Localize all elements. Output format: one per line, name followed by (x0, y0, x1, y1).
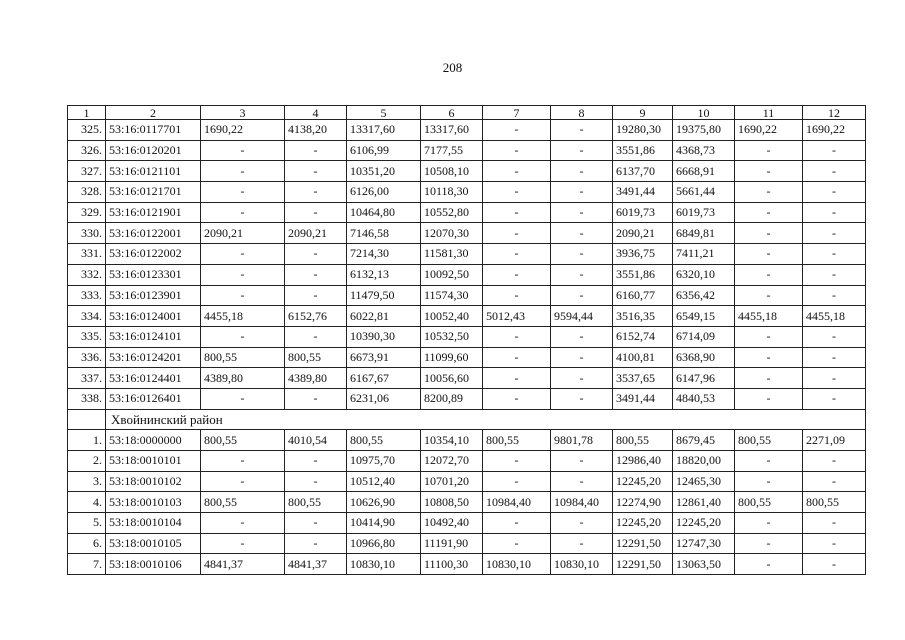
value-cell: - (551, 182, 613, 203)
value-cell: 3551,86 (613, 140, 673, 161)
cadastral-code: 53:18:0010103 (106, 492, 201, 513)
value-cell: - (551, 161, 613, 182)
value-cell: - (483, 326, 551, 347)
column-header: 6 (421, 106, 483, 120)
value-cell: - (735, 554, 803, 575)
value-cell: 6132,13 (347, 264, 421, 285)
value-cell: 3491,44 (613, 388, 673, 409)
value-cell: 3537,65 (613, 368, 673, 389)
value-cell: - (483, 161, 551, 182)
column-header: 10 (673, 106, 735, 120)
row-number: 332. (68, 264, 106, 285)
value-cell: 4389,80 (285, 368, 347, 389)
table-row (68, 513, 866, 534)
value-cell: 7411,21 (673, 244, 735, 265)
value-cell: - (551, 326, 613, 347)
value-cell: - (735, 244, 803, 265)
value-cell: 4841,37 (285, 554, 347, 575)
value-cell: 10984,40 (483, 492, 551, 513)
value-cell: 12465,30 (673, 471, 735, 492)
value-cell: 10414,90 (347, 513, 421, 534)
value-cell: 800,55 (201, 492, 285, 513)
value-cell: - (201, 264, 285, 285)
value-cell: 12245,20 (613, 471, 673, 492)
row-number: 6. (68, 533, 106, 554)
cadastral-code: 53:18:0000000 (106, 430, 201, 451)
row-number: 337. (68, 368, 106, 389)
row-number: 330. (68, 223, 106, 244)
value-cell: 800,55 (285, 347, 347, 368)
value-cell: - (803, 471, 866, 492)
value-cell: 10464,80 (347, 202, 421, 223)
value-cell: - (483, 533, 551, 554)
value-cell: - (803, 161, 866, 182)
value-cell: - (201, 471, 285, 492)
value-cell: - (551, 471, 613, 492)
table-row (68, 554, 866, 575)
value-cell: 800,55 (613, 430, 673, 451)
value-cell: 3551,86 (613, 264, 673, 285)
value-cell: - (201, 244, 285, 265)
value-cell: 19280,30 (613, 120, 673, 141)
header-row (68, 106, 866, 120)
value-cell: 800,55 (347, 430, 421, 451)
value-cell: - (201, 451, 285, 472)
row-number: 333. (68, 285, 106, 306)
cadastral-code: 53:16:0121701 (106, 182, 201, 203)
value-cell: - (483, 347, 551, 368)
row-number: 338. (68, 388, 106, 409)
value-cell: - (735, 388, 803, 409)
value-cell: - (285, 513, 347, 534)
value-cell: - (285, 161, 347, 182)
value-cell: - (803, 533, 866, 554)
row-number: 4. (68, 492, 106, 513)
value-cell: 6368,90 (673, 347, 735, 368)
cadastral-table (67, 105, 866, 575)
value-cell: 10626,90 (347, 492, 421, 513)
value-cell: 4455,18 (803, 306, 866, 327)
section-row (68, 409, 866, 430)
value-cell: - (803, 140, 866, 161)
value-cell: 12070,30 (421, 223, 483, 244)
value-cell: - (483, 140, 551, 161)
table-row (68, 223, 866, 244)
value-cell: 10056,60 (421, 368, 483, 389)
value-cell: 11100,30 (421, 554, 483, 575)
value-cell: 10830,10 (347, 554, 421, 575)
value-cell: 6673,91 (347, 347, 421, 368)
value-cell: - (551, 451, 613, 472)
page-number: 208 (442, 60, 463, 75)
value-cell: - (201, 182, 285, 203)
section-title: Хвойнинский район (106, 409, 866, 430)
value-cell: - (551, 244, 613, 265)
table-row (68, 285, 866, 306)
value-cell: 9594,44 (551, 306, 613, 327)
value-cell: 12072,70 (421, 451, 483, 472)
value-cell: 2271,09 (803, 430, 866, 451)
value-cell: - (285, 388, 347, 409)
value-cell: 3516,35 (613, 306, 673, 327)
value-cell: 10532,50 (421, 326, 483, 347)
table-body (68, 106, 866, 575)
row-number: 327. (68, 161, 106, 182)
value-cell: 4100,81 (613, 347, 673, 368)
value-cell: 1690,22 (201, 120, 285, 141)
value-cell: 11574,30 (421, 285, 483, 306)
value-cell: 4455,18 (201, 306, 285, 327)
value-cell: 6152,76 (285, 306, 347, 327)
cadastral-code: 53:18:0010101 (106, 451, 201, 472)
column-header: 8 (551, 106, 613, 120)
value-cell: 800,55 (735, 492, 803, 513)
value-cell: 12245,20 (613, 513, 673, 534)
value-cell: 12245,20 (673, 513, 735, 534)
value-cell: 19375,80 (673, 120, 735, 141)
value-cell: - (483, 451, 551, 472)
column-header: 5 (347, 106, 421, 120)
column-header: 11 (735, 106, 803, 120)
value-cell: - (735, 202, 803, 223)
value-cell: - (483, 223, 551, 244)
value-cell: - (483, 120, 551, 141)
value-cell: 12291,50 (613, 533, 673, 554)
value-cell: 12274,90 (613, 492, 673, 513)
table-row (68, 264, 866, 285)
cadastral-code: 53:16:0122001 (106, 223, 201, 244)
value-cell: 5661,44 (673, 182, 735, 203)
value-cell: - (483, 264, 551, 285)
table-row (68, 306, 866, 327)
column-header: 9 (613, 106, 673, 120)
value-cell: - (551, 368, 613, 389)
cadastral-code: 53:18:0010102 (106, 471, 201, 492)
value-cell: - (285, 202, 347, 223)
row-number: 328. (68, 182, 106, 203)
value-cell: 3491,44 (613, 182, 673, 203)
value-cell: 12861,40 (673, 492, 735, 513)
value-cell: - (201, 533, 285, 554)
value-cell: 10092,50 (421, 264, 483, 285)
cadastral-code: 53:18:0010104 (106, 513, 201, 534)
column-header: 4 (285, 106, 347, 120)
value-cell: 6106,99 (347, 140, 421, 161)
value-cell: - (735, 264, 803, 285)
value-cell: - (803, 202, 866, 223)
value-cell: - (551, 285, 613, 306)
cadastral-code: 53:16:0121901 (106, 202, 201, 223)
value-cell: 6849,81 (673, 223, 735, 244)
value-cell: 6714,09 (673, 326, 735, 347)
column-header: 2 (106, 106, 201, 120)
value-cell: 12291,50 (613, 554, 673, 575)
value-cell: 10830,10 (551, 554, 613, 575)
value-cell: 4368,73 (673, 140, 735, 161)
value-cell: 800,55 (201, 430, 285, 451)
value-cell: - (483, 388, 551, 409)
value-cell: - (551, 388, 613, 409)
value-cell: 18820,00 (673, 451, 735, 472)
value-cell: - (735, 285, 803, 306)
value-cell: 11099,60 (421, 347, 483, 368)
value-cell: - (735, 161, 803, 182)
row-number: 329. (68, 202, 106, 223)
value-cell: - (483, 513, 551, 534)
row-number: 1. (68, 430, 106, 451)
value-cell: - (285, 533, 347, 554)
value-cell: 7214,30 (347, 244, 421, 265)
value-cell: 10390,30 (347, 326, 421, 347)
value-cell: 13317,60 (347, 120, 421, 141)
value-cell: - (551, 513, 613, 534)
table-row (68, 492, 866, 513)
value-cell: - (483, 202, 551, 223)
value-cell: 4138,20 (285, 120, 347, 141)
value-cell: 2090,21 (201, 223, 285, 244)
value-cell: - (803, 554, 866, 575)
value-cell: - (483, 471, 551, 492)
value-cell: - (803, 182, 866, 203)
value-cell: 6147,96 (673, 368, 735, 389)
value-cell: 6668,91 (673, 161, 735, 182)
value-cell: - (483, 368, 551, 389)
value-cell: 800,55 (803, 492, 866, 513)
value-cell: - (735, 140, 803, 161)
value-cell: - (201, 388, 285, 409)
value-cell: 6231,06 (347, 388, 421, 409)
value-cell: 10975,70 (347, 451, 421, 472)
value-cell: - (285, 244, 347, 265)
value-cell: 4841,37 (201, 554, 285, 575)
value-cell: 7146,58 (347, 223, 421, 244)
row-number: 7. (68, 554, 106, 575)
row-number: 326. (68, 140, 106, 161)
value-cell: 6356,42 (673, 285, 735, 306)
cadastral-code: 53:16:0124001 (106, 306, 201, 327)
value-cell: - (285, 451, 347, 472)
value-cell: 6126,00 (347, 182, 421, 203)
value-cell: - (735, 347, 803, 368)
value-cell: 10351,20 (347, 161, 421, 182)
value-cell: 10966,80 (347, 533, 421, 554)
cadastral-code: 53:16:0117701 (106, 120, 201, 141)
value-cell: 1690,22 (803, 120, 866, 141)
value-cell: 6137,70 (613, 161, 673, 182)
value-cell: - (551, 264, 613, 285)
row-number: 5. (68, 513, 106, 534)
table-row (68, 202, 866, 223)
value-cell: 7177,55 (421, 140, 483, 161)
value-cell: 6167,67 (347, 368, 421, 389)
value-cell: 6019,73 (673, 202, 735, 223)
value-cell: 1690,22 (735, 120, 803, 141)
value-cell: 800,55 (735, 430, 803, 451)
value-cell: 6022,81 (347, 306, 421, 327)
cadastral-code: 53:16:0124101 (106, 326, 201, 347)
table-row (68, 120, 866, 141)
value-cell: 6019,73 (613, 202, 673, 223)
column-header: 3 (201, 106, 285, 120)
cadastral-code: 53:16:0124401 (106, 368, 201, 389)
value-cell: 6320,10 (673, 264, 735, 285)
value-cell: - (285, 471, 347, 492)
value-cell: 13063,50 (673, 554, 735, 575)
cadastral-code: 53:16:0126401 (106, 388, 201, 409)
value-cell: 10492,40 (421, 513, 483, 534)
value-cell: - (285, 140, 347, 161)
value-cell: 10984,40 (551, 492, 613, 513)
value-cell: 10118,30 (421, 182, 483, 203)
value-cell: 8200,89 (421, 388, 483, 409)
value-cell: 2090,21 (613, 223, 673, 244)
value-cell: - (285, 182, 347, 203)
value-cell: - (803, 244, 866, 265)
table-row (68, 140, 866, 161)
value-cell: 10830,10 (483, 554, 551, 575)
cadastral-code: 53:18:0010106 (106, 554, 201, 575)
value-cell: - (735, 471, 803, 492)
value-cell: 13317,60 (421, 120, 483, 141)
value-cell: 4389,80 (201, 368, 285, 389)
value-cell: 10512,40 (347, 471, 421, 492)
column-header: 7 (483, 106, 551, 120)
row-number: 335. (68, 326, 106, 347)
value-cell: - (201, 285, 285, 306)
value-cell: 4455,18 (735, 306, 803, 327)
value-cell: - (483, 285, 551, 306)
value-cell: - (803, 264, 866, 285)
cadastral-code: 53:16:0121101 (106, 161, 201, 182)
value-cell: - (483, 244, 551, 265)
value-cell: 4840,53 (673, 388, 735, 409)
value-cell: 4010,54 (285, 430, 347, 451)
table-row (68, 368, 866, 389)
value-cell: - (803, 368, 866, 389)
value-cell: 10508,10 (421, 161, 483, 182)
value-cell: - (735, 513, 803, 534)
value-cell: 10552,80 (421, 202, 483, 223)
value-cell: 6152,74 (613, 326, 673, 347)
cadastral-code: 53:18:0010105 (106, 533, 201, 554)
value-cell: - (201, 140, 285, 161)
value-cell: - (201, 513, 285, 534)
row-number: 325. (68, 120, 106, 141)
value-cell: - (551, 120, 613, 141)
table-row (68, 471, 866, 492)
value-cell: - (803, 347, 866, 368)
value-cell: - (735, 368, 803, 389)
column-header: 12 (803, 106, 866, 120)
cadastral-code: 53:16:0120201 (106, 140, 201, 161)
row-number: 331. (68, 244, 106, 265)
value-cell: 2090,21 (285, 223, 347, 244)
value-cell: - (285, 326, 347, 347)
value-cell: - (803, 285, 866, 306)
value-cell: - (803, 451, 866, 472)
value-cell: - (735, 533, 803, 554)
value-cell: 10701,20 (421, 471, 483, 492)
value-cell: - (735, 223, 803, 244)
value-cell: 11581,30 (421, 244, 483, 265)
table-row (68, 182, 866, 203)
cadastral-code: 53:16:0123901 (106, 285, 201, 306)
value-cell: - (551, 223, 613, 244)
value-cell: - (551, 140, 613, 161)
table-row (68, 388, 866, 409)
table-row (68, 347, 866, 368)
value-cell: - (735, 326, 803, 347)
value-cell: 3936,75 (613, 244, 673, 265)
value-cell: - (803, 223, 866, 244)
value-cell: - (201, 161, 285, 182)
value-cell: - (735, 451, 803, 472)
value-cell: 800,55 (483, 430, 551, 451)
row-number: 3. (68, 471, 106, 492)
value-cell: - (803, 513, 866, 534)
value-cell: 6160,77 (613, 285, 673, 306)
value-cell: - (735, 182, 803, 203)
table-row (68, 326, 866, 347)
value-cell: 6549,15 (673, 306, 735, 327)
column-header: 1 (68, 106, 106, 120)
row-number: 334. (68, 306, 106, 327)
value-cell: - (201, 326, 285, 347)
table-row (68, 161, 866, 182)
value-cell: 8679,45 (673, 430, 735, 451)
table-row (68, 533, 866, 554)
value-cell: - (803, 388, 866, 409)
value-cell: 800,55 (201, 347, 285, 368)
table-row (68, 430, 866, 451)
cadastral-code: 53:16:0124201 (106, 347, 201, 368)
value-cell: 11479,50 (347, 285, 421, 306)
value-cell: 10354,10 (421, 430, 483, 451)
value-cell: - (551, 533, 613, 554)
value-cell: 10808,50 (421, 492, 483, 513)
value-cell: 10052,40 (421, 306, 483, 327)
value-cell: - (551, 202, 613, 223)
row-number: 336. (68, 347, 106, 368)
value-cell: 12747,30 (673, 533, 735, 554)
value-cell: - (483, 182, 551, 203)
value-cell: 12986,40 (613, 451, 673, 472)
value-cell: 11191,90 (421, 533, 483, 554)
value-cell: 800,55 (285, 492, 347, 513)
value-cell: 5012,43 (483, 306, 551, 327)
value-cell: - (551, 347, 613, 368)
row-number: 2. (68, 451, 106, 472)
value-cell: 9801,78 (551, 430, 613, 451)
value-cell: - (285, 264, 347, 285)
table-row (68, 451, 866, 472)
cadastral-code: 53:16:0123301 (106, 264, 201, 285)
cadastral-code: 53:16:0122002 (106, 244, 201, 265)
value-cell: - (803, 326, 866, 347)
table-row (68, 244, 866, 265)
section-spacer (68, 409, 106, 430)
value-cell: - (201, 202, 285, 223)
value-cell: - (285, 285, 347, 306)
